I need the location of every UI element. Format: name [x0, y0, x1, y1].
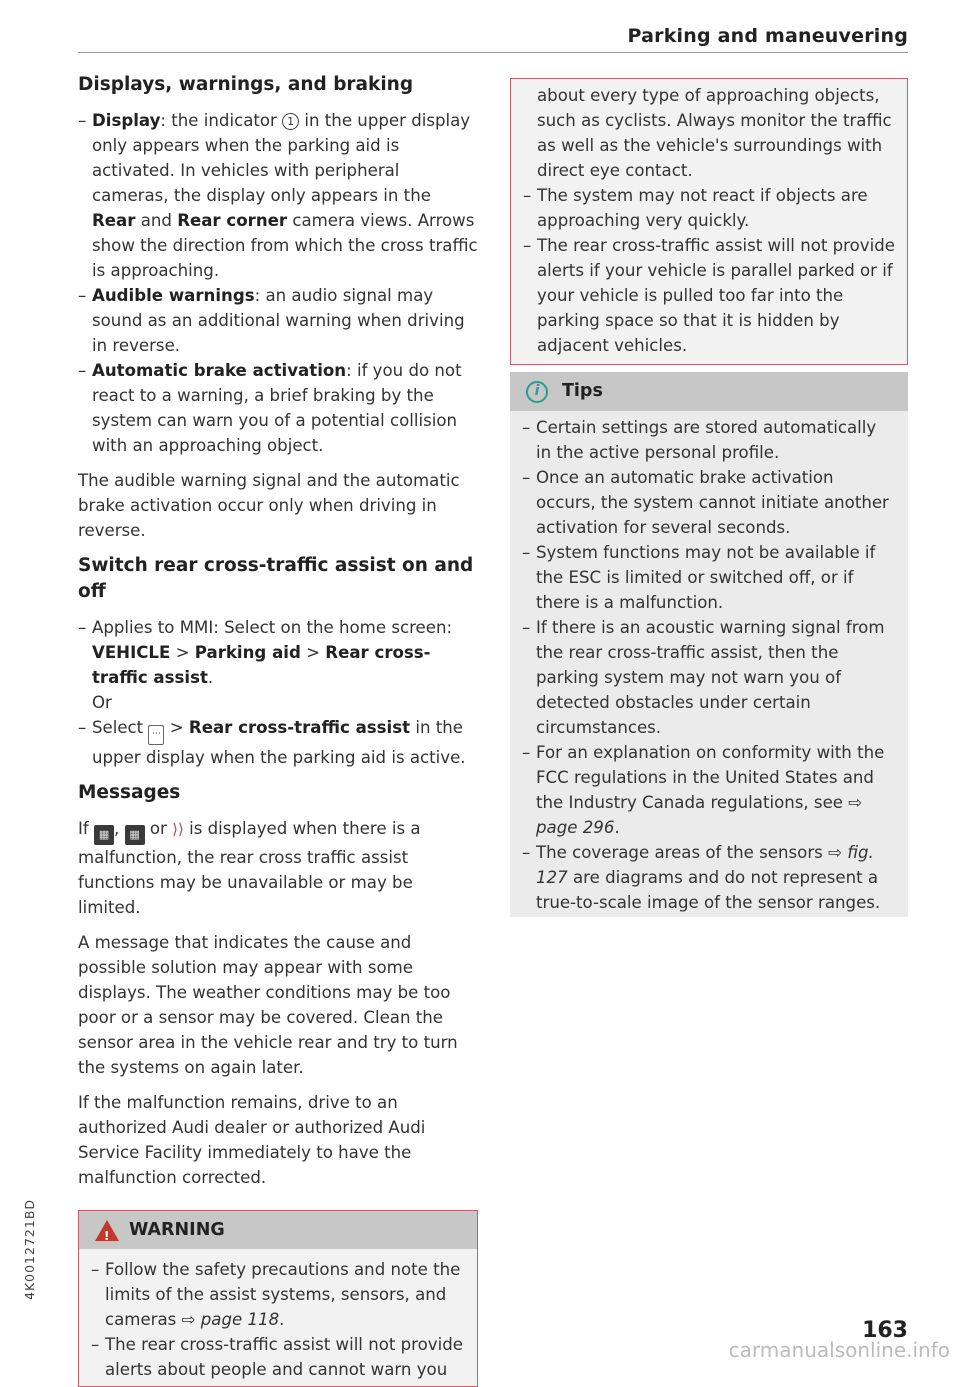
page-reference-link[interactable]: ⇨ page 118 [181, 1310, 280, 1329]
rcta-fault-icon: ▦ [94, 825, 114, 845]
paragraph-reverse: The audible warning signal and the automatic brake activation occur only when driving in reverse. [78, 471, 460, 540]
paragraph-cause: A message that indicates the cause and possible solution may appear with some displays. The weather conditions may be too poor or a sensor may be covered. Clean the sensor area in the vehicle rear and try to turn the systems on again later. [78, 933, 458, 1077]
menu-dots-icon: ⋯ [148, 725, 164, 745]
term-audible: Audible warnings [92, 286, 255, 305]
text: , [114, 819, 125, 838]
list-item: – If there is an acoustic warning signal from the rear cross-traffic assist, then the parking system may not warn you of detected obstacles under certain circumstances. [522, 615, 896, 740]
list-item: – The rear cross-traffic assist will not provide alerts about people and cannot warn you [91, 1332, 467, 1382]
text: or [144, 819, 173, 838]
text: > [170, 643, 195, 662]
left-column [78, 72, 478, 1387]
text: : if you do not react to a warning, a brief braking by the system can warn you of a potential collision with an approaching object. [92, 361, 462, 455]
warning-continued-box [510, 78, 908, 365]
info-icon: i [526, 381, 548, 403]
paragraph-malfunction: If the malfunction remains, drive to an authorized Audi dealer or authorized Audi Service Facility immediately to have the malfunction corrected. [78, 1093, 426, 1187]
section-heading-switch: Switch rear cross-traffic assist on and off [78, 555, 474, 602]
warning-continued-text: about every type of approaching objects, such as cyclists. Always monitor the traffic as well as the vehicle's surroundings with direct eye contact. [537, 86, 892, 180]
paragraph-messages [78, 816, 478, 920]
text: Follow the safety precautions and note the limits of the assist systems, sensors, and cameras [105, 1260, 461, 1329]
text: : an audio signal may sound as an additional warning when driving in reverse. [92, 286, 465, 355]
menu-rcta: Rear cross-traffic assist [188, 718, 411, 737]
cross-traffic-arrow-icon: ⟩⟩ [172, 820, 184, 838]
list-item [522, 740, 896, 840]
section-heading-displays: Displays, warnings, and braking [78, 74, 414, 95]
term-rear-corner: Rear corner [177, 211, 288, 230]
menu-vehicle: VEHICLE [92, 643, 171, 662]
text: For an explanation on conformity with the FCC regulations in the United States and the Industry Canada regulations, see [536, 743, 885, 812]
term-display: Display [92, 111, 161, 130]
list-item: – Once an automatic brake activation occurs, the system cannot initiate another activation for several seconds. [522, 465, 896, 540]
list-item-brake [78, 358, 478, 458]
text: . [614, 818, 620, 837]
text: is displayed when there is a malfunction, the rear cross traffic assist functions may be unavailable or may be limited. [78, 819, 421, 917]
list-item-select [78, 715, 478, 770]
text: Applies to MMI: Select on the home screen: [92, 618, 453, 637]
warning-body [79, 1249, 477, 1386]
warning-heading: WARNING [129, 1219, 225, 1240]
list-item-applies [78, 615, 478, 715]
text: are diagrams and do not represent a true-to-scale image of the sensor ranges. [536, 868, 881, 912]
warning-list [91, 1257, 467, 1382]
list-item: – System functions may not be available if the ESC is limited or switched off, or if there is a malfunction. [522, 540, 896, 615]
warning-header [79, 1211, 477, 1249]
list-item-display [78, 108, 478, 283]
text: : the indicator [160, 111, 283, 130]
text: > [164, 718, 189, 737]
page-reference-link[interactable]: ⇨ page 296 [536, 793, 863, 837]
tips-heading: Tips [562, 381, 603, 401]
switch-list [78, 615, 478, 770]
tips-list [522, 415, 896, 915]
or-text: Or [92, 693, 112, 712]
term-rear: Rear [92, 211, 136, 230]
warning-continued-list [523, 183, 895, 358]
list-item: – The system may not react if objects are approaching very quickly. [523, 183, 895, 233]
document-code: 4K0012721BD [22, 1198, 37, 1300]
text: and [135, 211, 178, 230]
text: Select [92, 718, 149, 737]
text: . [279, 1310, 285, 1329]
section-heading-messages: Messages [78, 782, 181, 803]
text: If [78, 819, 95, 838]
list-item: – Certain settings are stored automatically in the active personal profile. [522, 415, 896, 465]
text: The coverage areas of the sensors [536, 843, 829, 862]
rcta-warning-icon: ▦ [125, 825, 145, 845]
menu-rcta: Rear cross-traffic assist [92, 643, 431, 687]
list-item: – The rear cross-traffic assist will not provide alerts if your vehicle is parallel parked or if your vehicle is pulled too far into the parking space so that it is hidden by adjacent vehicles. [523, 233, 895, 358]
watermark: carmanualsonline.info [728, 1338, 950, 1362]
warning-box [78, 1210, 478, 1387]
page-number: 163 [862, 1318, 908, 1343]
page-header-title: Parking and maneuvering [627, 25, 908, 47]
term-brake: Automatic brake activation [92, 361, 347, 380]
indicator-circle-icon: 1 [282, 113, 299, 130]
text: in the upper display only appears when the parking aid is activated. In vehicles with peripheral cameras, the display only appears in the [92, 111, 471, 205]
list-item-audible [78, 283, 478, 358]
text: . [207, 668, 214, 687]
figure-reference-link[interactable]: ⇨ fig. 127 [536, 843, 874, 887]
menu-parking-aid: Parking aid [194, 643, 301, 662]
header-divider [78, 52, 908, 53]
warning-triangle-icon [95, 1220, 119, 1241]
tips-box [510, 372, 908, 917]
tips-header [510, 372, 908, 411]
tips-body [510, 411, 908, 917]
text: > [300, 643, 326, 662]
list-item [91, 1257, 467, 1332]
text: in the upper display when the parking aid is active. [92, 718, 466, 767]
text: camera views. Arrows show the direction from which the cross traffic is approaching. [92, 211, 478, 280]
displays-list [78, 108, 478, 458]
list-item [522, 840, 896, 915]
